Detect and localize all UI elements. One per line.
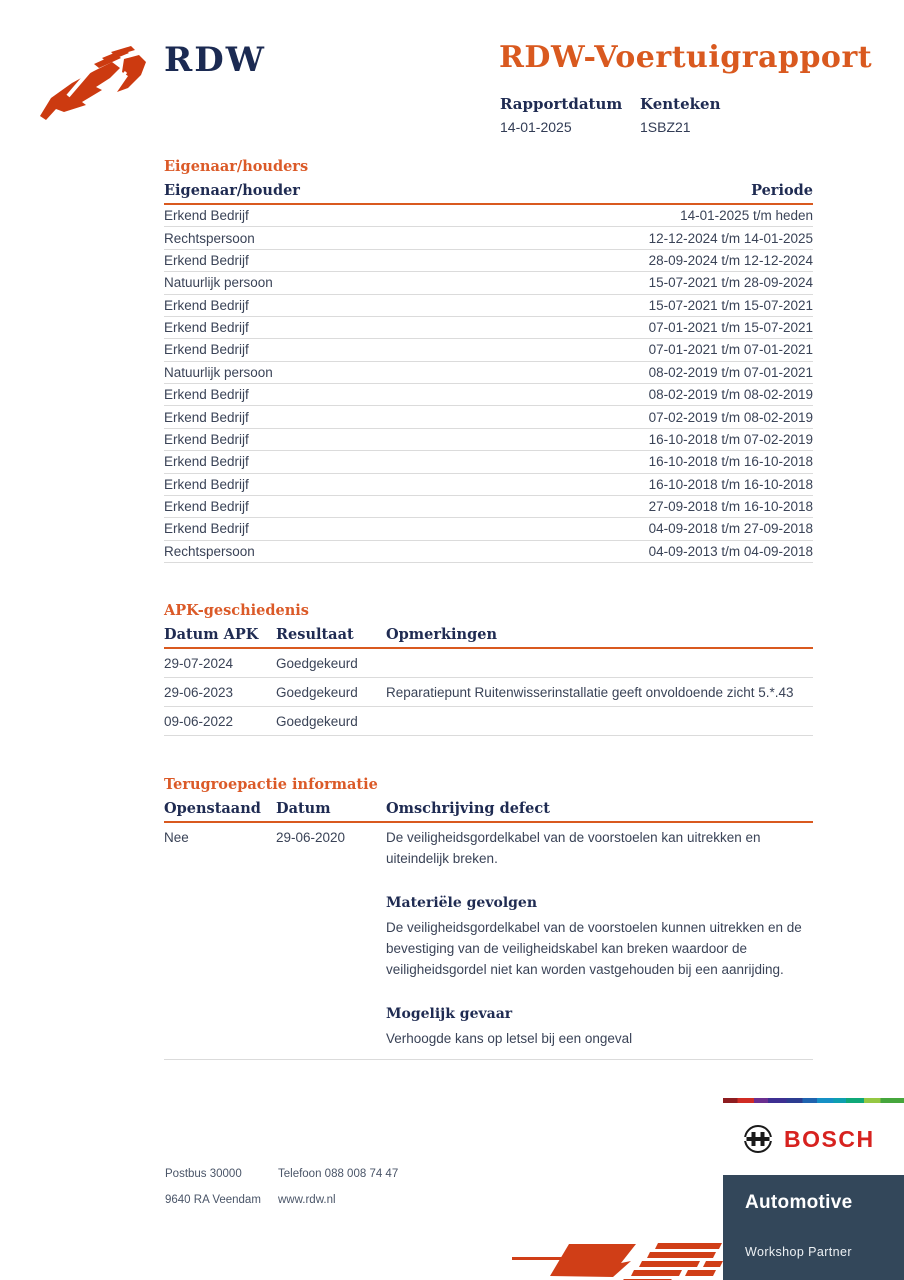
- table-row: [164, 707, 813, 736]
- recall-description: De veiligheidsgordelkabel van de voorstoelen kan uitrekken en uiteindelijk breken.: [386, 830, 761, 866]
- owner-period: 04-09-2013 t/m 04-09-2018: [648, 543, 813, 559]
- apk-result: Goedgekeurd: [276, 713, 358, 729]
- recall-col-open: Openstaand: [164, 800, 261, 817]
- owner-type: Erkend Bedrijf: [164, 320, 249, 336]
- recall-danger-title: Mogelijk gevaar: [386, 1006, 513, 1022]
- owners-section: [164, 158, 813, 563]
- apk-remarks: Reparatiepunt Ruitenwisserinstallatie geeft onvoldoende zicht 5.*.43: [386, 684, 794, 700]
- report-date-value: 14-01-2025: [500, 119, 572, 135]
- apk-col-result: Resultaat: [276, 626, 354, 643]
- owner-type: Natuurlijk persoon: [164, 275, 273, 291]
- apk-col-date: Datum APK: [164, 626, 259, 643]
- table-row: [164, 339, 813, 361]
- owner-type: Erkend Bedrijf: [164, 208, 249, 224]
- apk-remarks: [386, 653, 813, 674]
- footer-phone: Telefoon 088 008 74 47: [278, 1168, 399, 1180]
- apk-result: Goedgekeurd: [276, 655, 358, 671]
- apk-section-title: APK-geschiedenis: [164, 602, 309, 619]
- table-row: [164, 250, 813, 272]
- recall-col-desc: Omschrijving defect: [386, 800, 550, 817]
- owner-type: Erkend Bedrijf: [164, 521, 249, 537]
- recall-row: [164, 823, 813, 1060]
- recall-col-date: Datum: [276, 800, 331, 817]
- owner-period: 07-02-2019 t/m 08-02-2019: [648, 409, 813, 425]
- apk-col-remarks: Opmerkingen: [386, 626, 497, 643]
- report-content: [164, 158, 813, 1060]
- table-row: [164, 406, 813, 428]
- recall-section-title: Terugroepactie informatie: [164, 776, 378, 793]
- table-row: [164, 541, 813, 563]
- report-date-block: [500, 95, 640, 135]
- bosch-logo-row: [723, 1103, 904, 1175]
- table-row: [164, 496, 813, 518]
- page-title: RDW-Voertuigrapport: [499, 40, 873, 75]
- apk-table-header: [164, 626, 813, 649]
- owner-type: Erkend Bedrijf: [164, 297, 249, 313]
- owner-type: Erkend Bedrijf: [164, 431, 249, 447]
- table-row: [164, 272, 813, 294]
- recall-material-title: Materiële gevolgen: [386, 895, 538, 911]
- recall-date-value: 29-06-2020: [276, 830, 346, 845]
- table-row: [164, 451, 813, 473]
- recall-section: [164, 776, 813, 1060]
- bosch-slate-panel: [723, 1175, 904, 1280]
- footer-city: 9640 RA Veendam: [165, 1194, 261, 1206]
- rdw-wordmark: RDW: [164, 40, 266, 80]
- recall-open-value: Nee: [164, 830, 189, 845]
- owner-period: 12-12-2024 t/m 14-01-2025: [648, 230, 813, 246]
- table-row: [164, 649, 813, 678]
- owner-period: 07-01-2021 t/m 07-01-2021: [648, 342, 813, 358]
- bosch-partner-badge: [723, 1098, 904, 1280]
- owners-section-title: Eigenaar/houders: [164, 158, 309, 175]
- owner-period: 08-02-2019 t/m 07-01-2021: [648, 364, 813, 380]
- speed-lines-graphic: [512, 1239, 723, 1280]
- owner-type: Erkend Bedrijf: [164, 499, 249, 515]
- apk-date: 29-06-2023: [164, 684, 234, 700]
- owner-type: Natuurlijk persoon: [164, 364, 273, 380]
- owner-type: Erkend Bedrijf: [164, 454, 249, 470]
- rdw-feather-icon: [36, 46, 164, 132]
- owner-period: 27-09-2018 t/m 16-10-2018: [648, 499, 813, 515]
- bosch-division-text: Automotive: [745, 1192, 853, 1213]
- license-plate-value: 1SBZ21: [640, 119, 691, 135]
- apk-section: [164, 602, 813, 736]
- owners-table-body: [164, 205, 813, 563]
- table-row: [164, 429, 813, 451]
- report-date-label: Rapportdatum: [500, 95, 623, 113]
- license-plate-block: [640, 95, 780, 135]
- apk-table-body: [164, 649, 813, 736]
- owners-col-owner: Eigenaar/houder: [164, 182, 300, 199]
- owner-period: 14-01-2025 t/m heden: [680, 208, 813, 224]
- table-row: [164, 362, 813, 384]
- owner-period: 07-01-2021 t/m 15-07-2021: [648, 320, 813, 336]
- apk-result: Goedgekeurd: [276, 684, 358, 700]
- license-plate-label: Kenteken: [640, 95, 721, 113]
- owner-type: Erkend Bedrijf: [164, 252, 249, 268]
- apk-date: 09-06-2022: [164, 713, 234, 729]
- recall-danger-text: Verhoogde kans op letsel bij een ongeval: [386, 1031, 633, 1046]
- table-row: [164, 474, 813, 496]
- owner-period: 15-07-2021 t/m 15-07-2021: [648, 297, 813, 313]
- owner-period: 04-09-2018 t/m 27-09-2018: [648, 521, 813, 537]
- recall-table-header: [164, 800, 813, 823]
- recall-details: [386, 827, 813, 1049]
- footer: [165, 1168, 398, 1206]
- owner-period: 28-09-2024 t/m 12-12-2024: [648, 252, 813, 268]
- owners-col-period: Periode: [751, 182, 813, 199]
- table-row: [164, 205, 813, 227]
- bosch-brand-text: BOSCH: [784, 1125, 875, 1152]
- owner-type: Rechtspersoon: [164, 543, 255, 559]
- table-row: [164, 384, 813, 406]
- table-row: [164, 678, 813, 707]
- owner-period: 16-10-2018 t/m 07-02-2019: [648, 431, 813, 447]
- table-row: [164, 317, 813, 339]
- footer-postbus: Postbus 30000: [165, 1168, 242, 1180]
- owner-type: Erkend Bedrijf: [164, 476, 249, 492]
- bosch-partner-text: Workshop Partner: [745, 1245, 852, 1259]
- owner-type: Erkend Bedrijf: [164, 387, 249, 403]
- owner-type: Erkend Bedrijf: [164, 409, 249, 425]
- owner-period: 16-10-2018 t/m 16-10-2018: [648, 454, 813, 470]
- table-row: [164, 518, 813, 540]
- report-meta: [500, 95, 780, 135]
- recall-material-text: De veiligheidsgordelkabel van de voorstoelen kunnen uitrekken en de bevestiging van de veiligheidskabel kan breken waardoor de veiligheidsgordel niet kan worden vastgehouden bij een aanrijding.: [386, 920, 802, 977]
- apk-date: 29-07-2024: [164, 655, 234, 671]
- owner-period: 08-02-2019 t/m 08-02-2019: [648, 387, 813, 403]
- footer-website: www.rdw.nl: [278, 1194, 336, 1206]
- owner-type: Rechtspersoon: [164, 230, 255, 246]
- table-row: [164, 295, 813, 317]
- owner-type: Erkend Bedrijf: [164, 342, 249, 358]
- apk-remarks: [386, 711, 813, 732]
- table-row: [164, 227, 813, 249]
- bosch-anchor-icon: [743, 1124, 773, 1154]
- owners-table-header: [164, 182, 813, 205]
- owner-period: 15-07-2021 t/m 28-09-2024: [648, 275, 813, 291]
- owner-period: 16-10-2018 t/m 16-10-2018: [648, 476, 813, 492]
